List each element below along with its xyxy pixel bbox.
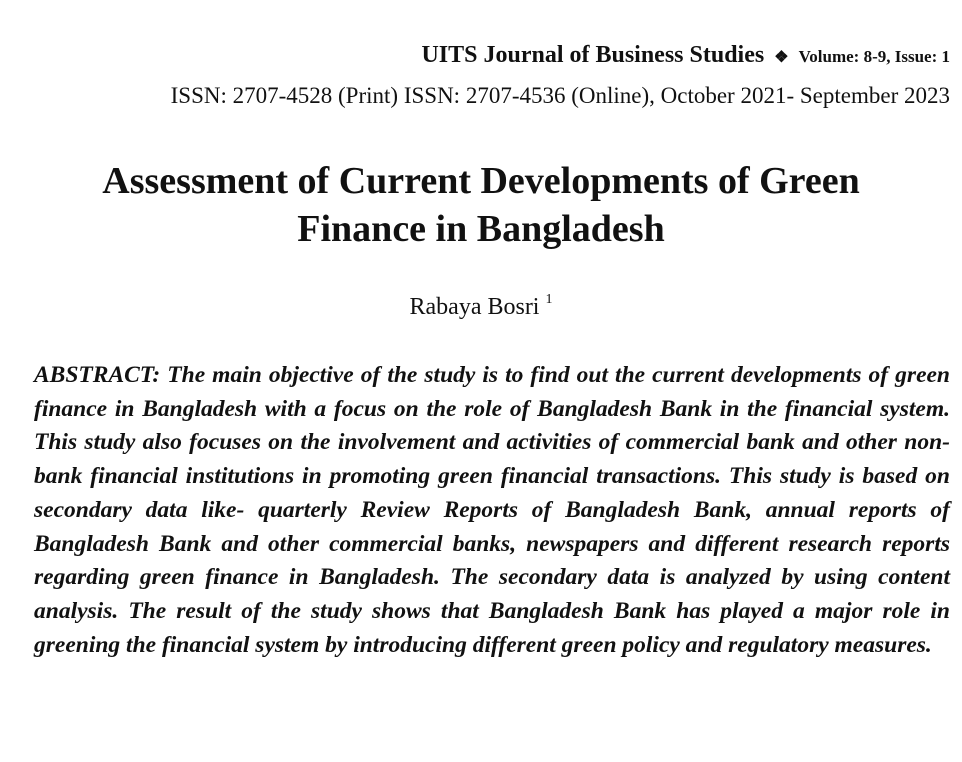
paper-title [0,157,962,253]
issn-line: ISSN: 2707-4528 (Print) ISSN: 2707-4536 (Online), October 2021- September 2023 [170,83,950,108]
abstract-label: ABSTRACT: [34,362,161,388]
journal-name: UITS Journal of Business Studies [421,42,765,68]
separator-icon: ❖ [774,49,789,66]
journal-header [421,40,950,73]
paper-title-line-2: Finance in Bangladesh [297,208,665,250]
paper-title-line-1: Assessment of Current Developments of Green [102,160,860,202]
author-line [0,287,962,322]
abstract [34,359,950,662]
author-name: Rabaya Bosri [409,294,540,320]
volume-issue: Volume: 8-9, Issue: 1 [798,47,950,66]
abstract-text: The main objective of the study is to find out the current developments of green finance in Bangladesh with a focus on the role of Bangladesh Bank in the financial system. This study also focuses on the involvement and activities of commercial bank and other non-bank financial institutions in promoting green financial transactions. This study is based on secondary data like- quarterly Review Reports of Bangladesh Bank, annual reports of Bangladesh Bank and other commercial banks, newspapers and different research reports regarding green finance in Bangladesh. The secondary data is analyzed by using content analysis. The result of the study shows that Bangladesh Bank has played a major role in greening the financial system by introducing different green policy and regulatory measures. [34,362,950,658]
author-affiliation-mark: 1 [545,292,553,307]
